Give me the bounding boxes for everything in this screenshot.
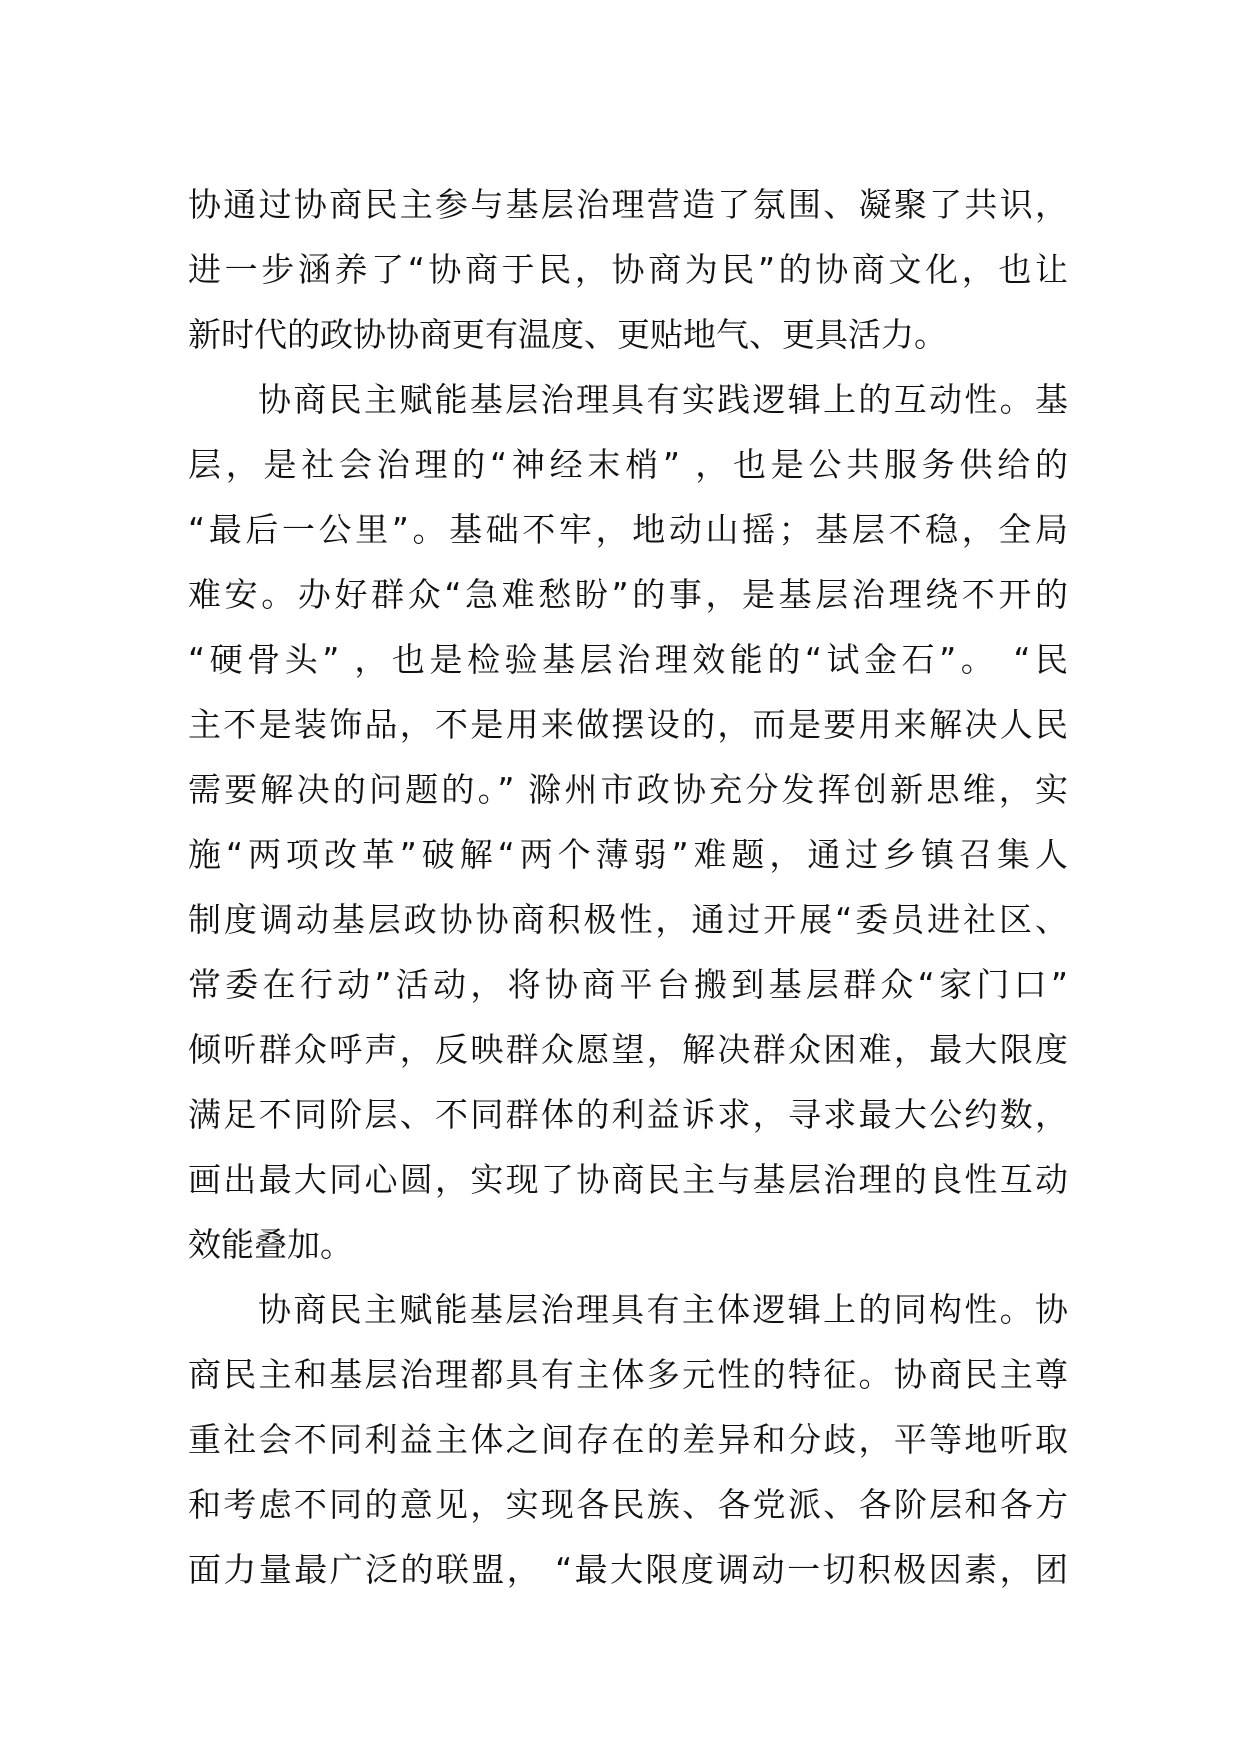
line-text: 效能叠加。 bbox=[188, 1225, 353, 1264]
text-line bbox=[188, 302, 1068, 367]
text-line bbox=[188, 237, 1068, 302]
text-line bbox=[188, 822, 1068, 887]
text-line bbox=[188, 497, 1068, 562]
line-text: 协商民主赋能基层治理具有主体逻辑上的同构性。协 bbox=[258, 1290, 1068, 1329]
line-text: 施“两项改革”破解“两个薄弱”难题，通过乡镇召集人 bbox=[188, 835, 1068, 874]
line-text: 主不是装饰品，不是用来做摆设的，而是要用来解决人民 bbox=[188, 705, 1068, 744]
text-line bbox=[188, 432, 1068, 497]
text-line bbox=[188, 172, 1068, 237]
line-text: 面力量最广泛的联盟， “最大限度调动一切积极因素，团 bbox=[188, 1550, 1068, 1589]
line-text: 协商民主赋能基层治理具有实践逻辑上的互动性。基 bbox=[258, 380, 1068, 419]
document-body bbox=[188, 172, 1068, 1602]
line-text: “最后一公里”。基础不牢，地动山摇；基层不稳，全局 bbox=[188, 510, 1068, 549]
text-line bbox=[188, 1537, 1068, 1602]
text-line bbox=[188, 1407, 1068, 1472]
line-text: 画出最大同心圆，实现了协商民主与基层治理的良性互动 bbox=[188, 1160, 1068, 1199]
line-text: 难安。办好群众“急难愁盼”的事，是基层治理绕不开的 bbox=[188, 575, 1068, 614]
line-text: 层，是社会治理的“神经末梢” ，也是公共服务供给的 bbox=[188, 445, 1068, 484]
line-text: 新时代的政协协商更有温度、更贴地气、更具活力。 bbox=[188, 315, 947, 354]
text-line bbox=[188, 1017, 1068, 1082]
text-line bbox=[188, 367, 1068, 432]
text-line bbox=[188, 562, 1068, 627]
text-line bbox=[188, 627, 1068, 692]
text-line bbox=[188, 1082, 1068, 1147]
line-text: 常委在行动”活动，将协商平台搬到基层群众“家门口” bbox=[188, 965, 1068, 1004]
line-text: 制度调动基层政协协商积极性，通过开展“委员进社区、 bbox=[188, 900, 1068, 939]
line-text: 倾听群众呼声，反映群众愿望，解决群众困难，最大限度 bbox=[188, 1030, 1068, 1069]
line-text: 进一步涵养了“协商于民，协商为民”的协商文化，也让 bbox=[188, 250, 1068, 289]
text-line bbox=[188, 692, 1068, 757]
text-line bbox=[188, 1342, 1068, 1407]
line-text: 协通过协商民主参与基层治理营造了氛围、凝聚了共识， bbox=[188, 185, 1068, 224]
text-line bbox=[188, 952, 1068, 1017]
line-text: 重社会不同利益主体之间存在的差异和分歧，平等地听取 bbox=[188, 1420, 1068, 1459]
text-line bbox=[188, 1277, 1068, 1342]
line-text: 需要解决的问题的。” 滁州市政协充分发挥创新思维，实 bbox=[188, 770, 1068, 809]
text-line bbox=[188, 1212, 1068, 1277]
line-text: 和考虑不同的意见，实现各民族、各党派、各阶层和各方 bbox=[188, 1485, 1068, 1524]
text-line bbox=[188, 1472, 1068, 1537]
text-line bbox=[188, 1147, 1068, 1212]
text-line bbox=[188, 757, 1068, 822]
line-text: 满足不同阶层、不同群体的利益诉求，寻求最大公约数， bbox=[188, 1095, 1068, 1134]
text-line bbox=[188, 887, 1068, 952]
line-text: 商民主和基层治理都具有主体多元性的特征。协商民主尊 bbox=[188, 1355, 1068, 1394]
line-text: “硬骨头” ，也是检验基层治理效能的“试金石”。 “民 bbox=[188, 640, 1068, 679]
